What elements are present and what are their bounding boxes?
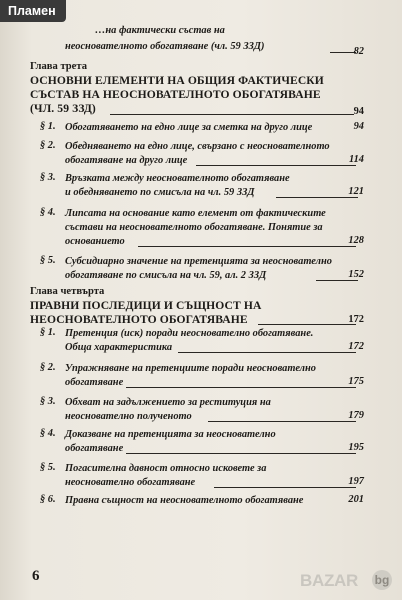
ch4-item2-line2: обогатяване <box>65 377 124 388</box>
ch3-item1-num: § 1. <box>40 121 56 132</box>
ch4-item2-page: 175 <box>348 376 364 387</box>
ch4-item5-line1: Погасителна давност относно исковете за <box>65 463 267 474</box>
ch4-item6-page: 201 <box>348 494 364 505</box>
chapter4-title-line1: ПРАВНИ ПОСЛЕДИЦИ И СЪЩНОСТ НА <box>30 299 262 312</box>
leader-line <box>276 197 358 198</box>
ch3-item2-line2: обогатяване на друго лице <box>65 155 188 166</box>
ch4-item3-line2: неоснователно полученото <box>65 411 192 422</box>
ch4-item1-page: 172 <box>348 341 364 352</box>
ch4-item4-line2: обогатяване <box>65 443 124 454</box>
ch3-item5-page: 152 <box>348 269 364 280</box>
prev-entry-page: 82 <box>353 46 364 57</box>
ch4-item6-line1: Правна същност на неоснователното обогатяване <box>65 495 304 506</box>
chapter4-label: Глава четвърта <box>30 286 105 297</box>
leader-line <box>214 487 356 488</box>
ch3-item4-num: § 4. <box>40 207 56 218</box>
chapter3-title-line3: (ЧЛ. 59 ЗЗД) <box>30 102 96 115</box>
seller-watermark: Пламен <box>0 0 66 22</box>
leader-line <box>208 421 356 422</box>
ch3-item4-line1: Липсата на основание като елемент от фактическите <box>65 208 326 219</box>
chapter3-label: Глава трета <box>30 61 88 72</box>
ch4-item5-page: 197 <box>348 476 364 487</box>
ch4-item3-line1: Обхват на задължението за реституция на <box>65 397 271 408</box>
ch3-item3-num: § 3. <box>40 172 56 183</box>
ch4-item1-num: § 1. <box>40 327 56 338</box>
leader-line <box>316 280 358 281</box>
ch3-item4-page: 128 <box>348 235 364 246</box>
chapter3-page: 94 <box>353 106 364 117</box>
bazar-watermark <box>300 566 398 596</box>
ch3-item1-page: 94 <box>353 121 364 132</box>
leader-line <box>178 352 356 353</box>
leader-line <box>196 165 356 166</box>
leader-line <box>330 52 356 53</box>
ch4-item6-num: § 6. <box>40 494 56 505</box>
ch3-item4-line3: основанието <box>65 236 125 247</box>
leader-line <box>126 387 356 388</box>
chapter3-title-line1: ОСНОВНИ ЕЛЕМЕНТИ НА ОБЩИЯ ФАКТИЧЕСКИ <box>30 74 324 87</box>
ch3-item5-line2: обогатяване по смисъла на чл. 59, ал. 2 ЗЗД <box>65 270 267 281</box>
chapter3-title-line2: СЪСТАВ НА НЕОСНОВАТЕЛНОТО ОБОГАТЯВАНЕ <box>30 88 321 101</box>
ch3-item5-line1: Субсидиарно значение на претенцията за неоснователно <box>65 256 332 267</box>
leader-line <box>138 246 356 247</box>
bazar-watermark-text: BAZAR <box>300 571 358 590</box>
prev-entry-line2: неоснователното обогатяване (чл. 59 ЗЗД) <box>65 41 265 52</box>
ch4-item1-line2: Обща характеристика <box>65 342 173 353</box>
page-number: 6 <box>32 568 40 584</box>
ch4-item5-num: § 5. <box>40 462 56 473</box>
ch3-item1-line1: Обогатяването на едно лице за сметка на друго лице <box>65 122 313 133</box>
chapter4-title-line2: НЕОСНОВАТЕЛНОТО ОБОГАТЯВАНЕ <box>30 313 248 326</box>
ch3-item3-page: 121 <box>348 186 364 197</box>
ch3-item3-line2: и обедняването по смисъла на чл. 59 ЗЗД <box>65 187 255 198</box>
ch3-item2-page: 114 <box>348 154 364 165</box>
ch4-item5-line2: неоснователно обогатяване <box>65 477 196 488</box>
ch4-item2-line1: Упражняване на претенциите поради неоснователно <box>65 363 316 374</box>
ch4-item4-line1: Доказване на претенцията за неоснователно <box>65 429 276 440</box>
ch4-item4-num: § 4. <box>40 428 56 439</box>
ch4-item1-line1: Претенция (иск) поради неоснователно обогатяване. <box>65 328 314 339</box>
ch4-item4-page: 195 <box>348 442 364 453</box>
leader-line <box>110 114 354 115</box>
bazar-logo-icon: bg <box>372 570 392 590</box>
ch4-item3-page: 179 <box>348 410 364 421</box>
ch3-item2-line1: Обедняването на едно лице, свързано с неоснователното <box>65 141 330 152</box>
ch3-item5-num: § 5. <box>40 255 56 266</box>
chapter4-page: 172 <box>348 314 364 325</box>
leader-line <box>126 453 356 454</box>
ch4-item2-num: § 2. <box>40 362 56 373</box>
prev-entry-line1: …на фактически състав на <box>95 25 225 36</box>
leader-line <box>258 324 356 325</box>
ch3-item4-line2: състави на неоснователното обогатяване. Понятие за <box>65 222 323 233</box>
ch3-item3-line1: Връзката между неоснователното обогатяване <box>65 173 290 184</box>
ch3-item2-num: § 2. <box>40 140 56 151</box>
ch4-item3-num: § 3. <box>40 396 56 407</box>
